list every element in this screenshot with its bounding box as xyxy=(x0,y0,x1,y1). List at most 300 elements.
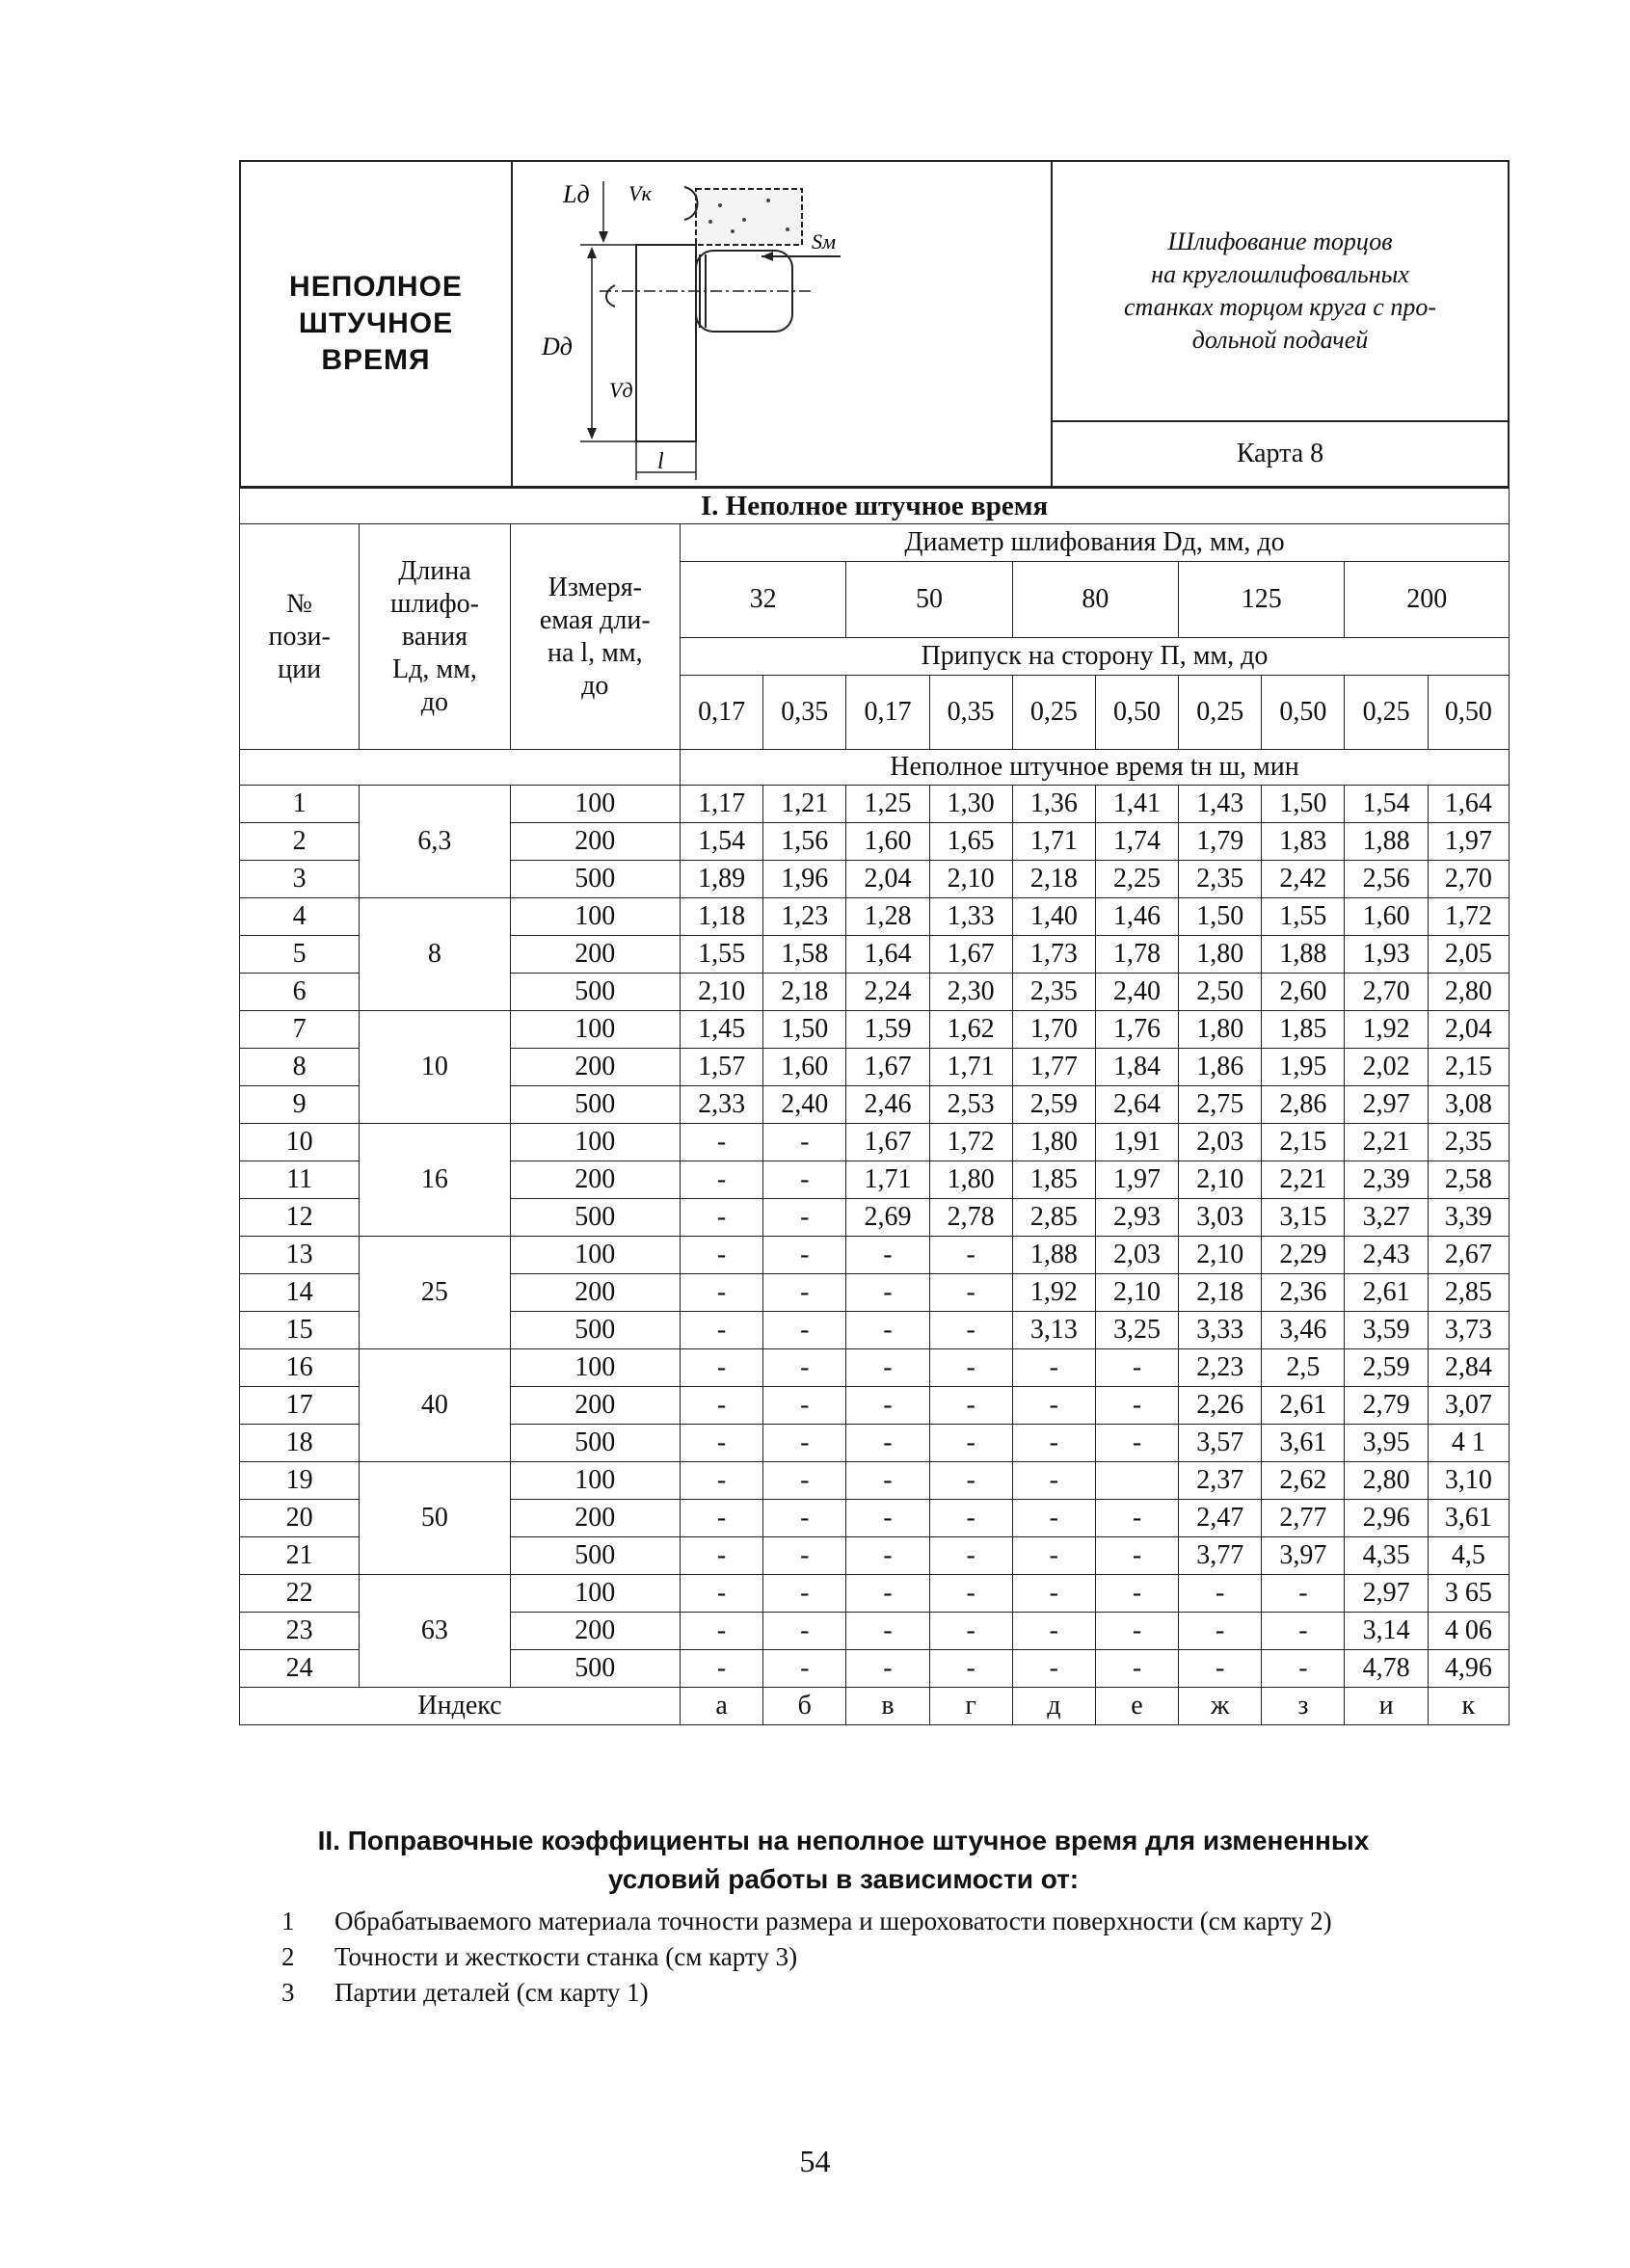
time-value-cell: 1,28 xyxy=(846,898,929,936)
time-value-cell: 3,95 xyxy=(1345,1425,1428,1462)
time-value-cell: - xyxy=(680,1349,762,1387)
time-value-cell: 1,89 xyxy=(680,861,762,898)
time-value-cell: - xyxy=(846,1387,929,1425)
time-value-cell: 1,33 xyxy=(929,898,1012,936)
index-cell: в xyxy=(846,1688,929,1725)
time-value-cell: 2,05 xyxy=(1428,936,1509,974)
time-value-cell: - xyxy=(929,1349,1012,1387)
time-value-cell: 3,77 xyxy=(1179,1537,1262,1575)
time-value-cell: - xyxy=(763,1425,846,1462)
time-value-cell: - xyxy=(1012,1575,1095,1613)
time-value-cell: 1,64 xyxy=(846,936,929,974)
time-value-cell: 2,23 xyxy=(1179,1349,1262,1387)
time-value-cell: - xyxy=(929,1500,1012,1537)
time-value-cell: 2,15 xyxy=(1428,1049,1509,1086)
time-value-cell: - xyxy=(1262,1575,1345,1613)
time-value-cell: 2,36 xyxy=(1262,1274,1345,1312)
time-value-cell: 3,39 xyxy=(1428,1199,1509,1237)
correction-number: 3 xyxy=(281,1978,295,2007)
time-value-cell: 2,96 xyxy=(1345,1500,1428,1537)
time-value-cell: 2,67 xyxy=(1428,1237,1509,1274)
time-value-cell: - xyxy=(680,1387,762,1425)
time-value-cell: - xyxy=(846,1312,929,1349)
time-value-cell: - xyxy=(680,1613,762,1650)
position-cell: 13 xyxy=(240,1237,360,1274)
time-value-cell: 1,76 xyxy=(1095,1011,1178,1049)
index-cell: ж xyxy=(1179,1688,1262,1725)
time-value-cell: - xyxy=(1012,1349,1095,1387)
time-value-cell: 2,40 xyxy=(1095,974,1178,1011)
time-value-cell: 2,18 xyxy=(1012,861,1095,898)
time-value-cell: 2,59 xyxy=(1012,1086,1095,1124)
time-value-cell: 2,10 xyxy=(1095,1274,1178,1312)
length-cell: 40 xyxy=(360,1349,510,1462)
time-value-cell: 2,61 xyxy=(1262,1387,1345,1425)
time-value-cell: 2,75 xyxy=(1179,1086,1262,1124)
measured-length-cell: 100 xyxy=(510,1575,680,1613)
allowance-cell: 0,25 xyxy=(1179,676,1262,750)
position-cell: 21 xyxy=(240,1537,360,1575)
time-value-cell: 2,40 xyxy=(763,1086,846,1124)
time-value-cell: - xyxy=(1012,1613,1095,1650)
time-value-cell: - xyxy=(680,1237,762,1274)
allowance-header: Припуск на сторону П, мм, до xyxy=(680,638,1509,676)
position-cell: 17 xyxy=(240,1387,360,1425)
time-value-cell: - xyxy=(846,1650,929,1688)
position-cell: 7 xyxy=(240,1011,360,1049)
time-value-cell: - xyxy=(680,1199,762,1237)
time-value-cell: 1,70 xyxy=(1012,1011,1095,1049)
time-value-cell: - xyxy=(680,1537,762,1575)
time-value-cell: 1,91 xyxy=(1095,1124,1178,1161)
correction-item xyxy=(281,1939,1506,1975)
time-value-cell: 2,46 xyxy=(846,1086,929,1124)
header-title: НЕПОЛНОЕ ШТУЧНОЕ ВРЕМЯ xyxy=(241,162,513,486)
time-value-cell: 3,57 xyxy=(1179,1425,1262,1462)
time-value-cell: 2,56 xyxy=(1345,861,1428,898)
time-value-cell: 2,35 xyxy=(1179,861,1262,898)
measured-length-cell: 500 xyxy=(510,1086,680,1124)
time-value-cell: 1,67 xyxy=(846,1124,929,1161)
time-value-cell: 3,14 xyxy=(1345,1613,1428,1650)
position-cell: 5 xyxy=(240,936,360,974)
position-cell: 24 xyxy=(240,1650,360,1688)
time-value-cell: - xyxy=(680,1500,762,1537)
position-cell: 23 xyxy=(240,1613,360,1650)
length-cell: 25 xyxy=(360,1237,510,1349)
table-row xyxy=(240,1349,1510,1387)
time-value-cell: 1,96 xyxy=(763,861,846,898)
time-value-cell: 3,61 xyxy=(1428,1500,1509,1537)
measured-length-cell: 500 xyxy=(510,1312,680,1349)
time-value-cell: 2,35 xyxy=(1428,1124,1509,1161)
col-header-position: № пози- ции xyxy=(240,524,360,750)
time-value-cell: - xyxy=(1012,1462,1095,1500)
position-cell: 8 xyxy=(240,1049,360,1086)
measured-length-cell: 200 xyxy=(510,1613,680,1650)
time-value-cell: 2,04 xyxy=(846,861,929,898)
time-value-cell: 1,80 xyxy=(1179,936,1262,974)
page-number: 54 xyxy=(799,2144,831,2178)
time-value-cell: 2,18 xyxy=(763,974,846,1011)
time-value-cell: 2,70 xyxy=(1345,974,1428,1011)
index-cell: з xyxy=(1262,1688,1345,1725)
time-value-cell: 1,46 xyxy=(1095,898,1178,936)
allowance-cell: 0,17 xyxy=(680,676,762,750)
time-value-cell: 2,37 xyxy=(1179,1462,1262,1500)
correction-number: 1 xyxy=(281,1907,295,1935)
time-value-cell: - xyxy=(1095,1650,1178,1688)
time-value-cell: 1,88 xyxy=(1262,936,1345,974)
card-number: Карта 8 xyxy=(1236,439,1324,468)
measured-length-cell: 500 xyxy=(510,1537,680,1575)
index-label: Индекс xyxy=(240,1688,681,1725)
time-value-cell: - xyxy=(763,1237,846,1274)
index-row xyxy=(240,1688,1510,1725)
time-value-cell: - xyxy=(680,1650,762,1688)
length-cell: 8 xyxy=(360,898,510,1011)
time-value-cell: 2,15 xyxy=(1262,1124,1345,1161)
table-row xyxy=(240,1575,1510,1613)
correction-number: 2 xyxy=(281,1942,295,1971)
label-sm: Sм xyxy=(812,229,837,253)
time-value-cell: 2,85 xyxy=(1012,1199,1095,1237)
time-header: Неполное штучное время tн ш, мин xyxy=(680,750,1509,786)
measured-length-cell: 200 xyxy=(510,1500,680,1537)
time-value-cell: - xyxy=(680,1312,762,1349)
time-value-cell: - xyxy=(1179,1613,1262,1650)
time-value-cell: - xyxy=(846,1575,929,1613)
position-cell: 3 xyxy=(240,861,360,898)
position-cell: 20 xyxy=(240,1500,360,1537)
time-value-cell: - xyxy=(929,1537,1012,1575)
diameter-header: Диаметр шлифования Dд, мм, до xyxy=(680,524,1509,562)
time-value-cell: 2,03 xyxy=(1095,1237,1178,1274)
time-value-cell: 2,62 xyxy=(1262,1462,1345,1500)
time-value-cell: 1,17 xyxy=(680,786,762,823)
time-value-cell: 2,25 xyxy=(1095,861,1178,898)
time-value-cell: - xyxy=(929,1575,1012,1613)
measured-length-cell: 200 xyxy=(510,823,680,861)
time-value-cell: - xyxy=(763,1462,846,1500)
time-value-cell: - xyxy=(763,1124,846,1161)
time-value-cell: - xyxy=(929,1312,1012,1349)
time-value-cell: 2,26 xyxy=(1179,1387,1262,1425)
position-cell: 9 xyxy=(240,1086,360,1124)
time-value-cell: 1,67 xyxy=(929,936,1012,974)
time-value-cell: 2,77 xyxy=(1262,1500,1345,1537)
time-value-cell: - xyxy=(1179,1575,1262,1613)
measured-length-cell: 100 xyxy=(510,1237,680,1274)
time-value-cell: - xyxy=(846,1500,929,1537)
time-value-cell: 1,50 xyxy=(1179,898,1262,936)
measured-length-cell: 200 xyxy=(510,1049,680,1086)
grinding-diagram-svg xyxy=(513,162,1049,486)
measured-length-cell: 200 xyxy=(510,1161,680,1199)
time-value-cell: 1,58 xyxy=(763,936,846,974)
time-value-cell: - xyxy=(763,1349,846,1387)
allowance-cell: 0,50 xyxy=(1095,676,1178,750)
correction-text: Точности и жесткости станка (см карту 3) xyxy=(334,1942,798,1971)
position-cell: 12 xyxy=(240,1199,360,1237)
time-value-cell: - xyxy=(1012,1500,1095,1537)
measured-length-cell: 100 xyxy=(510,786,680,823)
time-value-cell: 2,59 xyxy=(1345,1349,1428,1387)
time-value-cell: 2,80 xyxy=(1428,974,1509,1011)
time-value-cell: 1,62 xyxy=(929,1011,1012,1049)
time-value-cell: 2,50 xyxy=(1179,974,1262,1011)
time-value-cell: 1,18 xyxy=(680,898,762,936)
time-value-cell: 2,47 xyxy=(1179,1500,1262,1537)
time-value-cell: - xyxy=(929,1613,1012,1650)
time-value-cell: 2,84 xyxy=(1428,1349,1509,1387)
index-cell: д xyxy=(1012,1688,1095,1725)
diameter-cell: 50 xyxy=(846,562,1012,638)
time-value-cell: - xyxy=(763,1613,846,1650)
time-value-cell: - xyxy=(763,1537,846,1575)
time-value-cell: - xyxy=(846,1274,929,1312)
time-value-cell: 1,25 xyxy=(846,786,929,823)
index-cell: и xyxy=(1345,1688,1428,1725)
time-value-cell: 1,92 xyxy=(1345,1011,1428,1049)
label-l: l xyxy=(657,449,664,474)
time-value-cell: 3,07 xyxy=(1428,1387,1509,1425)
time-value-cell: - xyxy=(846,1462,929,1500)
time-value-cell: 1,50 xyxy=(1262,786,1345,823)
time-value-cell: 1,85 xyxy=(1012,1161,1095,1199)
measured-length-cell: 200 xyxy=(510,936,680,974)
time-value-cell: 3,73 xyxy=(1428,1312,1509,1349)
time-value-cell: 1,80 xyxy=(929,1161,1012,1199)
time-value-cell: 3,08 xyxy=(1428,1086,1509,1124)
label-vd: Vд xyxy=(609,378,633,402)
position-cell: 1 xyxy=(240,786,360,823)
time-value-cell: 1,88 xyxy=(1345,823,1428,861)
time-value-cell: 1,72 xyxy=(1428,898,1509,936)
time-value-cell: 3,13 xyxy=(1012,1312,1095,1349)
index-cell: а xyxy=(680,1688,762,1725)
diameter-cell: 32 xyxy=(680,562,845,638)
index-cell: к xyxy=(1428,1688,1509,1725)
table-row xyxy=(240,786,1510,823)
time-value-cell: 2,18 xyxy=(1179,1274,1262,1312)
time-value-cell: 2,93 xyxy=(1095,1199,1178,1237)
table-row xyxy=(240,1462,1510,1500)
time-value-cell: 1,71 xyxy=(1012,823,1095,861)
time-value-cell: - xyxy=(1095,1387,1178,1425)
time-value-cell: - xyxy=(763,1199,846,1237)
label-vk: Vк xyxy=(628,181,652,205)
time-value-cell: - xyxy=(846,1425,929,1462)
time-value-cell: 1,23 xyxy=(763,898,846,936)
length-cell: 50 xyxy=(360,1462,510,1575)
time-value-cell: 2,85 xyxy=(1428,1274,1509,1312)
time-value-cell: 2,42 xyxy=(1262,861,1345,898)
time-value-cell: 2,97 xyxy=(1345,1086,1428,1124)
time-value-cell: 2,80 xyxy=(1345,1462,1428,1500)
time-value-cell: 2,43 xyxy=(1345,1237,1428,1274)
time-value-cell: - xyxy=(1012,1537,1095,1575)
time-value-cell: - xyxy=(763,1161,846,1199)
position-cell: 18 xyxy=(240,1425,360,1462)
measured-length-cell: 500 xyxy=(510,1650,680,1688)
correction-text: Партии деталей (см карту 1) xyxy=(334,1978,649,2007)
time-value-cell: 1,60 xyxy=(1345,898,1428,936)
time-value-cell: - xyxy=(1012,1387,1095,1425)
length-cell: 63 xyxy=(360,1575,510,1688)
time-value-cell: 1,73 xyxy=(1012,936,1095,974)
time-value-cell: - xyxy=(1095,1537,1178,1575)
time-value-cell: 1,60 xyxy=(763,1049,846,1086)
time-value-cell: 1,71 xyxy=(929,1049,1012,1086)
allowance-cell: 0,25 xyxy=(1012,676,1095,750)
time-value-cell: 1,80 xyxy=(1012,1124,1095,1161)
time-value-cell: 2,70 xyxy=(1428,861,1509,898)
time-value-cell: 1,85 xyxy=(1262,1011,1345,1049)
time-value-cell: 3,03 xyxy=(1179,1199,1262,1237)
time-value-cell: 2,69 xyxy=(846,1199,929,1237)
time-value-cell: 4 1 xyxy=(1428,1425,1509,1462)
time-value-cell: - xyxy=(1262,1613,1345,1650)
time-value-cell: - xyxy=(929,1425,1012,1462)
position-cell: 6 xyxy=(240,974,360,1011)
position-cell: 10 xyxy=(240,1124,360,1161)
time-value-cell: 1,97 xyxy=(1095,1161,1178,1199)
allowance-cell: 0,17 xyxy=(846,676,929,750)
time-value-cell: 2,10 xyxy=(680,974,762,1011)
time-table xyxy=(239,488,1510,1725)
card-header xyxy=(239,160,1510,488)
time-value-cell: - xyxy=(763,1387,846,1425)
time-value-cell: 1,21 xyxy=(763,786,846,823)
measured-length-cell: 100 xyxy=(510,898,680,936)
time-value-cell: 1,54 xyxy=(680,823,762,861)
time-value-cell: 3,46 xyxy=(1262,1312,1345,1349)
time-value-cell: 1,74 xyxy=(1095,823,1178,861)
col-header-length: Длина шлифо- вания Lд, мм, до xyxy=(360,524,510,750)
time-value-cell: - xyxy=(763,1575,846,1613)
time-value-cell: 2,64 xyxy=(1095,1086,1178,1124)
time-value-cell: 1,67 xyxy=(846,1049,929,1086)
time-value-cell: 4 06 xyxy=(1428,1613,1509,1650)
time-value-cell: - xyxy=(846,1613,929,1650)
time-value-cell: - xyxy=(1095,1349,1178,1387)
time-value-cell: 2,10 xyxy=(1179,1161,1262,1199)
allowance-cell: 0,35 xyxy=(929,676,1012,750)
corrections-title: II. Поправочные коэффициенты на неполное штучное время для измененных условий работы в зависимости от: xyxy=(317,1826,1370,1894)
time-value-cell: 2,29 xyxy=(1262,1237,1345,1274)
position-cell: 22 xyxy=(240,1575,360,1613)
time-value-cell: 1,93 xyxy=(1345,936,1428,974)
time-value-cell: 3,97 xyxy=(1262,1537,1345,1575)
time-value-cell: 1,55 xyxy=(680,936,762,974)
time-value-cell: 2,79 xyxy=(1345,1387,1428,1425)
time-value-cell: 3,59 xyxy=(1345,1312,1428,1349)
table-row xyxy=(240,1237,1510,1274)
time-value-cell: 2,21 xyxy=(1262,1161,1345,1199)
time-value-cell: 1,86 xyxy=(1179,1049,1262,1086)
time-value-cell: 1,65 xyxy=(929,823,1012,861)
measured-length-cell: 100 xyxy=(510,1349,680,1387)
diameter-cell: 200 xyxy=(1345,562,1510,638)
time-value-cell: - xyxy=(1095,1575,1178,1613)
length-cell: 16 xyxy=(360,1124,510,1237)
time-value-cell: 1,78 xyxy=(1095,936,1178,974)
time-value-cell: - xyxy=(929,1274,1012,1312)
time-value-cell: 1,79 xyxy=(1179,823,1262,861)
col-header-measured: Измеря- емая дли- на l, мм, до xyxy=(510,524,680,750)
label-ld: Lд xyxy=(563,180,590,208)
time-value-cell: 2,35 xyxy=(1012,974,1095,1011)
allowance-cell: 0,50 xyxy=(1428,676,1509,750)
time-value-cell: 2,10 xyxy=(929,861,1012,898)
label-dd: Dд xyxy=(542,333,573,360)
diameter-cell: 125 xyxy=(1179,562,1345,638)
position-cell: 16 xyxy=(240,1349,360,1387)
time-value-cell: 1,36 xyxy=(1012,786,1095,823)
time-value-cell: 1,60 xyxy=(846,823,929,861)
table-row xyxy=(240,1011,1510,1049)
time-value-cell: 1,57 xyxy=(680,1049,762,1086)
time-value-cell: 2,58 xyxy=(1428,1161,1509,1199)
time-value-cell: - xyxy=(846,1349,929,1387)
time-value-cell: 2,24 xyxy=(846,974,929,1011)
time-value-cell: 2,21 xyxy=(1345,1124,1428,1161)
measured-length-cell: 500 xyxy=(510,861,680,898)
time-value-cell: 1,72 xyxy=(929,1124,1012,1161)
time-value-cell: 1,77 xyxy=(1012,1049,1095,1086)
time-value-cell: 1,95 xyxy=(1262,1049,1345,1086)
time-value-cell: 2,5 xyxy=(1262,1349,1345,1387)
time-value-cell: 1,84 xyxy=(1095,1049,1178,1086)
position-cell: 11 xyxy=(240,1161,360,1199)
table-row xyxy=(240,898,1510,936)
time-value-cell: - xyxy=(1095,1613,1178,1650)
index-cell: е xyxy=(1095,1688,1178,1725)
time-value-cell: 4,96 xyxy=(1428,1650,1509,1688)
time-value-cell: 3,10 xyxy=(1428,1462,1509,1500)
measured-length-cell: 500 xyxy=(510,974,680,1011)
correction-item xyxy=(281,1975,1506,2011)
time-value-cell: 2,33 xyxy=(680,1086,762,1124)
time-value-cell: 1,71 xyxy=(846,1161,929,1199)
time-value-cell: 4,5 xyxy=(1428,1537,1509,1575)
index-cell: б xyxy=(763,1688,846,1725)
time-value-cell: 1,88 xyxy=(1012,1237,1095,1274)
diameter-cell: 80 xyxy=(1012,562,1178,638)
blank-cell xyxy=(240,750,681,786)
time-value-cell: 2,61 xyxy=(1345,1274,1428,1312)
time-value-cell: 1,40 xyxy=(1012,898,1095,936)
position-cell: 15 xyxy=(240,1312,360,1349)
time-value-cell: 1,97 xyxy=(1428,823,1509,861)
measured-length-cell: 200 xyxy=(510,1274,680,1312)
time-value-cell: 2,30 xyxy=(929,974,1012,1011)
position-cell: 14 xyxy=(240,1274,360,1312)
time-value-cell: 3 65 xyxy=(1428,1575,1509,1613)
time-value-cell: 1,64 xyxy=(1428,786,1509,823)
time-value-cell: 2,97 xyxy=(1345,1575,1428,1613)
time-value-cell: 1,80 xyxy=(1179,1011,1262,1049)
time-value-cell: 2,10 xyxy=(1179,1237,1262,1274)
time-value-cell: - xyxy=(929,1237,1012,1274)
time-value-cell: 1,43 xyxy=(1179,786,1262,823)
time-value-cell: 2,53 xyxy=(929,1086,1012,1124)
allowance-cell: 0,50 xyxy=(1262,676,1345,750)
time-value-cell: 1,41 xyxy=(1095,786,1178,823)
measured-length-cell: 500 xyxy=(510,1199,680,1237)
time-value-cell: 1,83 xyxy=(1262,823,1345,861)
